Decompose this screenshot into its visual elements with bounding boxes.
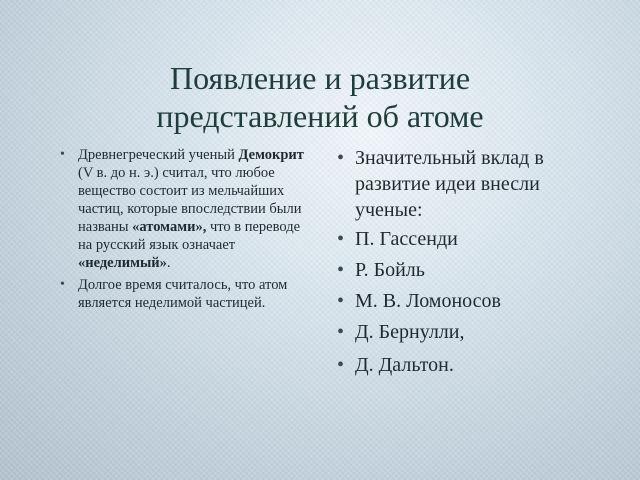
indivisible-term: «неделимый» [78,255,167,271]
text-run: (V в. до н. э.) считал, что любое вещество состоит из мельчайших частиц, которые впоследствии были названы [78,165,302,235]
slide-title [60,59,580,135]
scientist-gassendi: • П. Гассенди [355,226,595,252]
indivisible-paragraph: • Долгое время считалось, что атом является неделимой частицей. [78,276,308,312]
democritus-name: Демокрит [238,147,304,163]
text-run: что в переводе на русский язык означает [78,219,301,253]
scientist-bernoulli: • Д. Бернулли, [355,319,595,345]
left-bullet-list [78,146,308,316]
atoms-term: «атомами», [132,219,207,235]
democritus-paragraph [78,146,308,272]
text-run: . [166,255,171,271]
contributors-intro: • Значительный вклад в развитие идеи внесли ученые: [355,145,595,223]
right-bullet-list [355,145,595,383]
text-run: Древнегреческий ученый [78,147,239,163]
slide-title-line-1: Появление и развитие [169,60,471,97]
slide-title-line-2: представлений об атоме [156,98,484,135]
scientist-boyle: • Р. Бойль [355,257,595,283]
scientist-lomonosov: • М. В. Ломоносов [355,288,595,314]
scientist-dalton: • Д. Дальтон. [355,352,595,378]
